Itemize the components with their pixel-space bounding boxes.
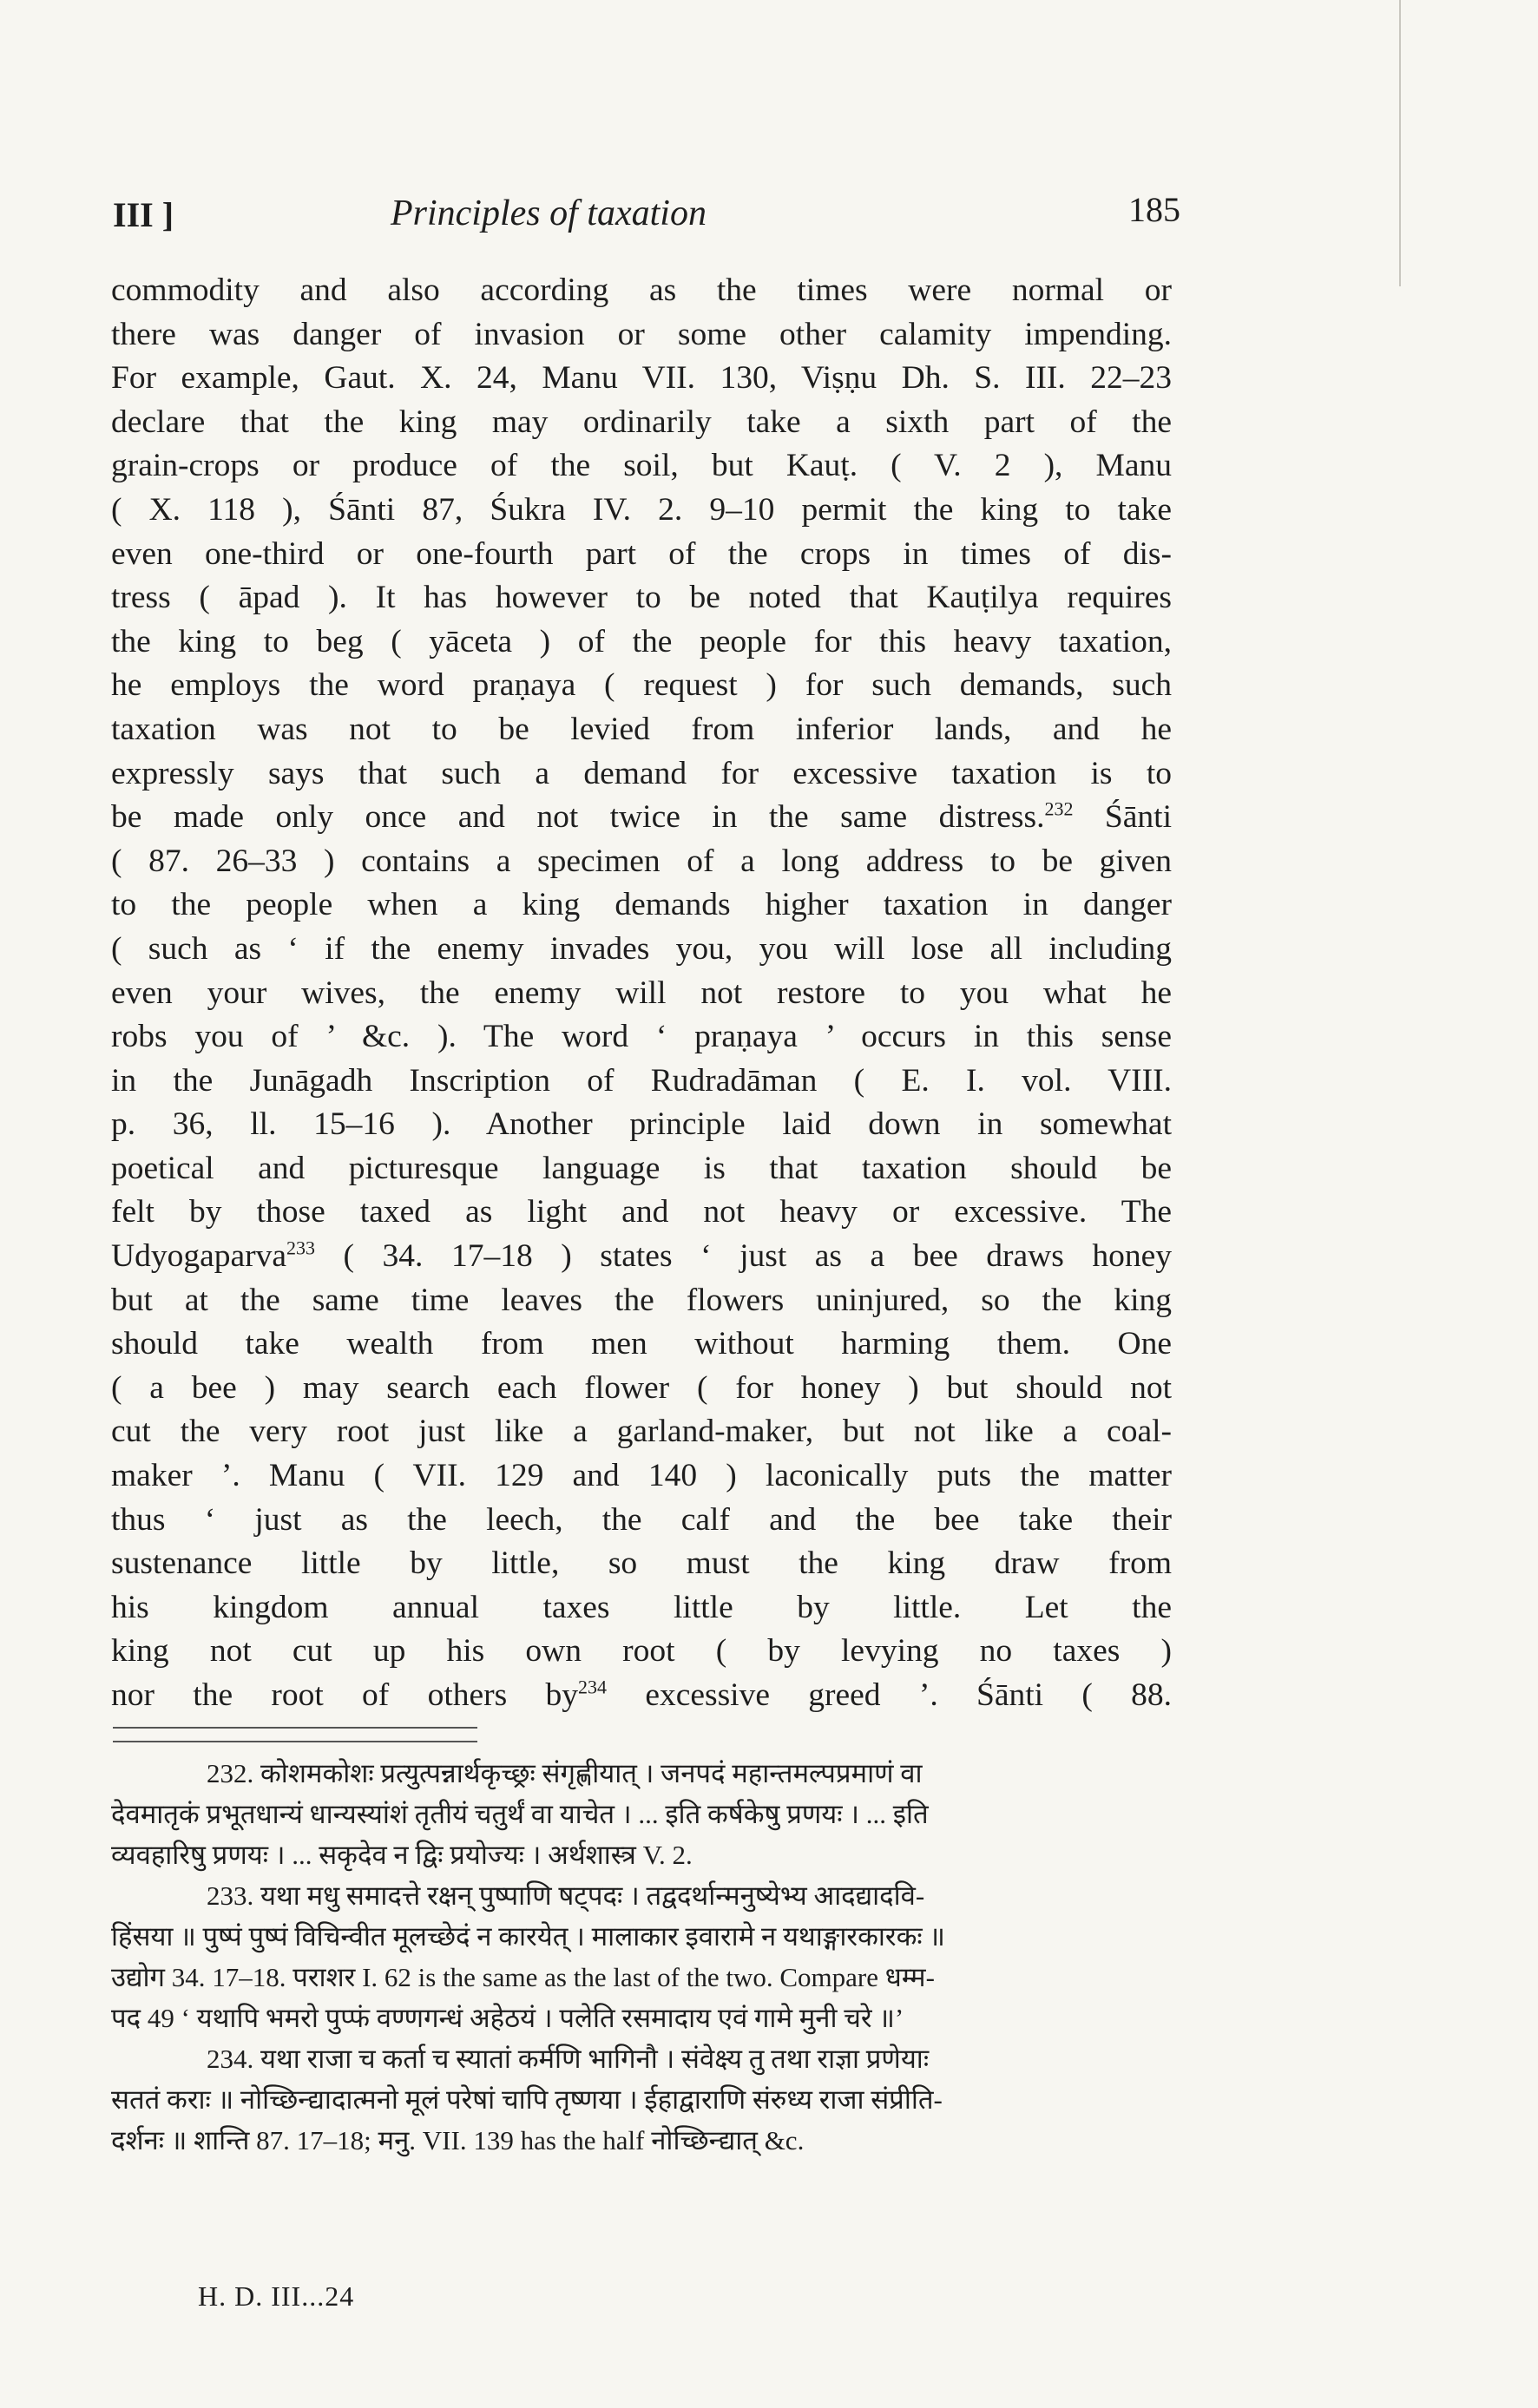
body-line: cut the very root just like a garland-maker, but not like a coal- <box>111 1414 1172 1450</box>
body-line: ( a bee ) may search each flower ( for honey ) but should not <box>111 1369 1172 1406</box>
body-line: but at the same time leaves the flowers uninjured, so the king <box>111 1282 1172 1318</box>
body-line: ( X. 118 ), Śānti 87, Śukra IV. 2. 9–10 permit the king to take <box>111 491 1172 528</box>
body-line: grain-crops or produce of the soil, but Kauṭ. ( V. 2 ), Manu <box>111 448 1172 484</box>
page-title: Principles of taxation <box>391 194 707 233</box>
signature-mark: H. D. III...24 <box>198 2280 355 2312</box>
body-line <box>111 1674 1172 1718</box>
body-line: there was danger of invasion or some other calamity impending. <box>111 316 1172 352</box>
footnote-line: पद 49 ‘ यथापि भमरो पुप्फं वण्णगन्धं अहेठयं । पलेति रसमादाय एवं गामे मुनी चरे ॥’ <box>111 2003 904 2033</box>
body-line: For example, Gaut. X. 24, Manu VII. 130, Viṣṇu Dh. S. III. 22–23 <box>111 360 1172 397</box>
footnote-line: देवमातृकं प्रभूतधान्यं धान्यस्यांशं तृतीयं चतुर्थं वा याचेत । ... इति कर्षकेषु प्रणयः । ... इति <box>111 1799 929 1829</box>
body-line-text: Udyogaparva <box>111 1238 287 1275</box>
body-line: felt by those taxed as light and not heavy or excessive. The <box>111 1194 1172 1230</box>
body-line: should take wealth from men without harming them. One <box>111 1326 1172 1362</box>
body-line: expressly says that such a demand for excessive taxation is to <box>111 755 1172 791</box>
body-line: sustenance little by little, so must the king draw from <box>111 1545 1172 1582</box>
footnote-ref-234: 234 <box>578 1676 608 1698</box>
body-line: to the people when a king demands higher taxation in danger <box>111 887 1172 923</box>
body-line: he employs the word praṇaya ( request ) for such demands, such <box>111 667 1172 704</box>
footnote-line: दर्शनः ॥ शान्ति 87. 17–18; मनु. VII. 139 has the half नोच्छिन्द्यात् &c. <box>111 2125 805 2155</box>
body-line: poetical and picturesque language is that taxation should be <box>111 1150 1172 1186</box>
body-line: king not cut up his own root ( by levying no taxes ) <box>111 1633 1172 1670</box>
body-line: p. 36, ll. 15–16 ). Another principle laid down in somewhat <box>111 1106 1172 1143</box>
footnote-ref-233: 233 <box>286 1237 316 1259</box>
footnote-ref-232: 232 <box>1044 797 1074 820</box>
body-line: even your wives, the enemy will not restore to you what he <box>111 974 1172 1011</box>
body-line-text: be made only once and not twice in the same distress. <box>111 799 1045 836</box>
body-line: ( 87. 26–33 ) contains a specimen of a long address to be given <box>111 843 1172 879</box>
page-number: 185 <box>1128 190 1180 229</box>
footnote-line: 234. यथा राजा च कर्ता च स्यातां कर्मणि भागिनौ । संवेक्ष्य तु तथा राज्ञा प्रणेयाः <box>207 2044 930 2074</box>
section-marker: III ] <box>113 195 174 234</box>
body-line-text: excessive greed ’. Śānti ( 88. <box>645 1677 1173 1713</box>
body-line: taxation was not to be levied from inferior lands, and he <box>111 711 1172 747</box>
footnote-line: सततं कराः ॥ नोच्छिन्द्यादात्मनो मूलं परेषां चापि तृष्णया । ईहाद्वाराणि संरुध्य राजा संप्रीति- <box>111 2084 943 2115</box>
body-line-text: ( 34. 17–18 ) states ‘ just as a bee draws honey <box>343 1238 1172 1275</box>
scan-edge-line <box>1399 0 1401 286</box>
body-line: in the Junāgadh Inscription of Rudradāman ( E. I. vol. VIII. <box>111 1062 1172 1099</box>
body-line: declare that the king may ordinarily take a sixth part of the <box>111 404 1172 440</box>
footnote-divider <box>113 1727 477 1742</box>
footnote-line: 233. यथा मधु समादत्ते रक्षन् पुष्पाणि षट्पदः । तद्वदर्थान्मनुष्येभ्य आदद्यादवि- <box>207 1880 925 1911</box>
body-line-text: Śānti <box>1104 799 1173 836</box>
body-line: the king to beg ( yāceta ) of the people for this heavy taxation, <box>111 623 1172 659</box>
footnote-line: व्यवहारिषु प्रणयः । ... सकृदेव न द्विः प्रयोज्यः । अर्थशास्त्र V. 2. <box>111 1840 693 1870</box>
body-line <box>111 1235 1172 1279</box>
body-line: tress ( āpad ). It has however to be noted that Kauṭilya requires <box>111 580 1172 616</box>
body-line: ( such as ‘ if the enemy invades you, you will lose all including <box>111 930 1172 967</box>
body-line: robs you of ’ &c. ). The word ‘ praṇaya ’ occurs in this sense <box>111 1019 1172 1055</box>
running-header <box>113 189 1180 241</box>
body-line-text: nor the root of others by <box>111 1677 579 1713</box>
body-line <box>111 796 1172 840</box>
body-line: thus ‘ just as the leech, the calf and the bee take their <box>111 1501 1172 1538</box>
body-line: his kingdom annual taxes little by little. Let the <box>111 1589 1172 1625</box>
main-text <box>111 269 1172 1718</box>
body-line: maker ’. Manu ( VII. 129 and 140 ) laconically puts the matter <box>111 1458 1172 1494</box>
body-line: commodity and also according as the times were normal or <box>111 272 1172 308</box>
footnotes <box>111 1753 1172 2161</box>
footnote-line: उद्योग 34. 17–18. पराशर I. 62 is the same as the last of the two. Compare धम्म- <box>111 1962 935 1992</box>
footnote-line: हिंसया ॥ पुष्पं पुष्पं विचिन्वीत मूलच्छेदं न कारयेत् । मालाकार इवारामे न यथाङ्गारकारकः ॥ <box>111 1921 945 1952</box>
footnote-line: 232. कोशमकोशः प्रत्युत्पन्नार्थकृच्छ्रः संगृह्णीयात् । जनपदं महान्तमल्पप्रमाणं वा <box>207 1758 923 1788</box>
body-line: even one-third or one-fourth part of the crops in times of dis- <box>111 535 1172 572</box>
